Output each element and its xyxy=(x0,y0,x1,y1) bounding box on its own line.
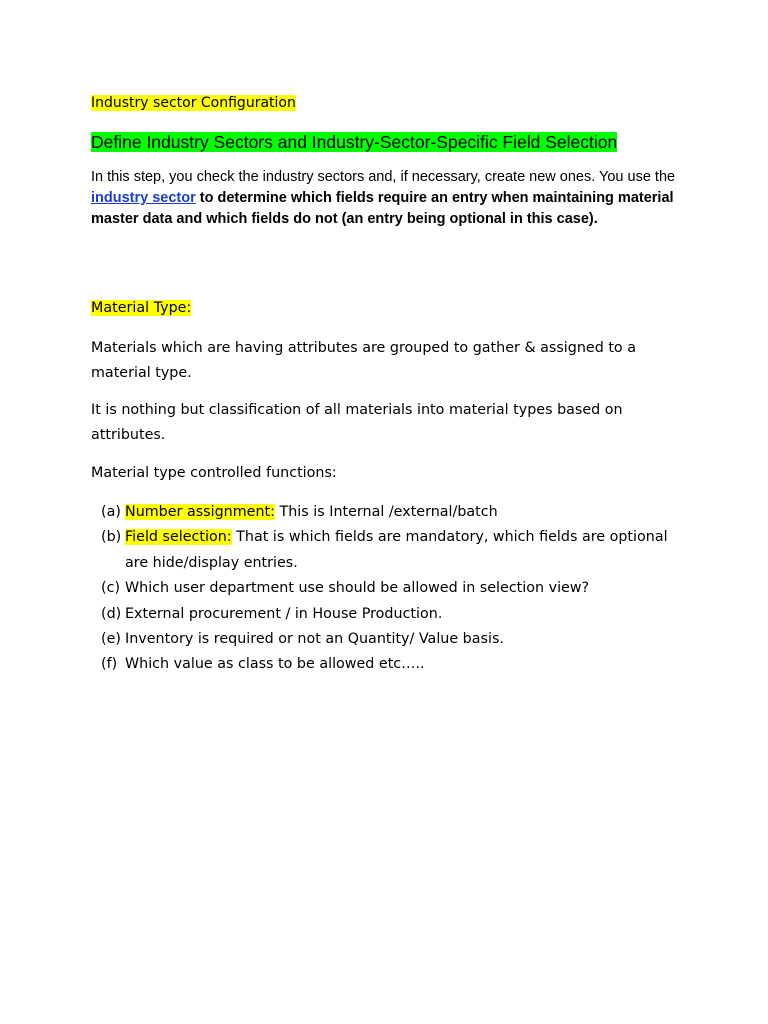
list-item xyxy=(101,525,691,576)
intro-paragraph xyxy=(91,167,691,230)
list-marker: (e) xyxy=(101,631,121,648)
list-item-content xyxy=(125,500,691,525)
list-marker: (f) xyxy=(101,656,118,673)
list-item xyxy=(101,602,691,627)
list-item-text: Which user department use should be allowed in selection view? xyxy=(125,580,590,597)
material-type-paragraph-2: It is nothing but classification of all materials into material types based on attributes. xyxy=(91,402,623,443)
list-item xyxy=(101,576,691,601)
list-item xyxy=(101,627,691,652)
functions-label: Material type controlled functions: xyxy=(91,465,337,481)
material-type-heading xyxy=(91,297,191,319)
list-item-text: External procurement / in House Production. xyxy=(125,605,443,622)
list-item-text: That is which fields are mandatory, which fields are optional are hide/display entries. xyxy=(125,529,668,571)
material-type-paragraph-1: Materials which are having attributes are grouped to gather & assigned to a material type. xyxy=(91,340,636,381)
list-item xyxy=(101,652,691,677)
material-type-highlight: Material Type: xyxy=(91,300,192,316)
functions-list xyxy=(101,500,691,678)
document-title xyxy=(91,93,296,113)
list-item xyxy=(101,500,691,525)
intro-bold-text: to determine which fields require an entry when maintaining material master data and which fields do not (an entry being optional in this case). xyxy=(91,190,674,227)
subtitle-highlight: Define Industry Sectors and Industry-Sector-Specific Field Selection xyxy=(91,132,618,152)
intro-plain-text: In this step, you check the industry sectors and, if necessary, create new ones. You use the xyxy=(91,169,676,185)
industry-sector-link[interactable]: industry sector xyxy=(91,190,196,206)
list-marker: (c) xyxy=(101,580,121,597)
number-assignment-highlight: Number assignment: xyxy=(125,504,275,520)
list-item-text: Inventory is required or not an Quantity/ Value basis. xyxy=(125,631,504,648)
list-item-content xyxy=(125,525,691,576)
title-highlight: Industry sector Configuration xyxy=(91,95,296,111)
field-selection-highlight: Field selection: xyxy=(125,529,232,546)
section-subtitle xyxy=(91,130,617,154)
list-marker: (b) xyxy=(101,529,122,546)
list-item-text: Which value as class to be allowed etc….. xyxy=(125,656,425,673)
list-marker: (d) xyxy=(101,605,122,622)
list-marker: (a) xyxy=(101,504,121,520)
list-item-text: This is Internal /external/batch xyxy=(274,504,498,520)
